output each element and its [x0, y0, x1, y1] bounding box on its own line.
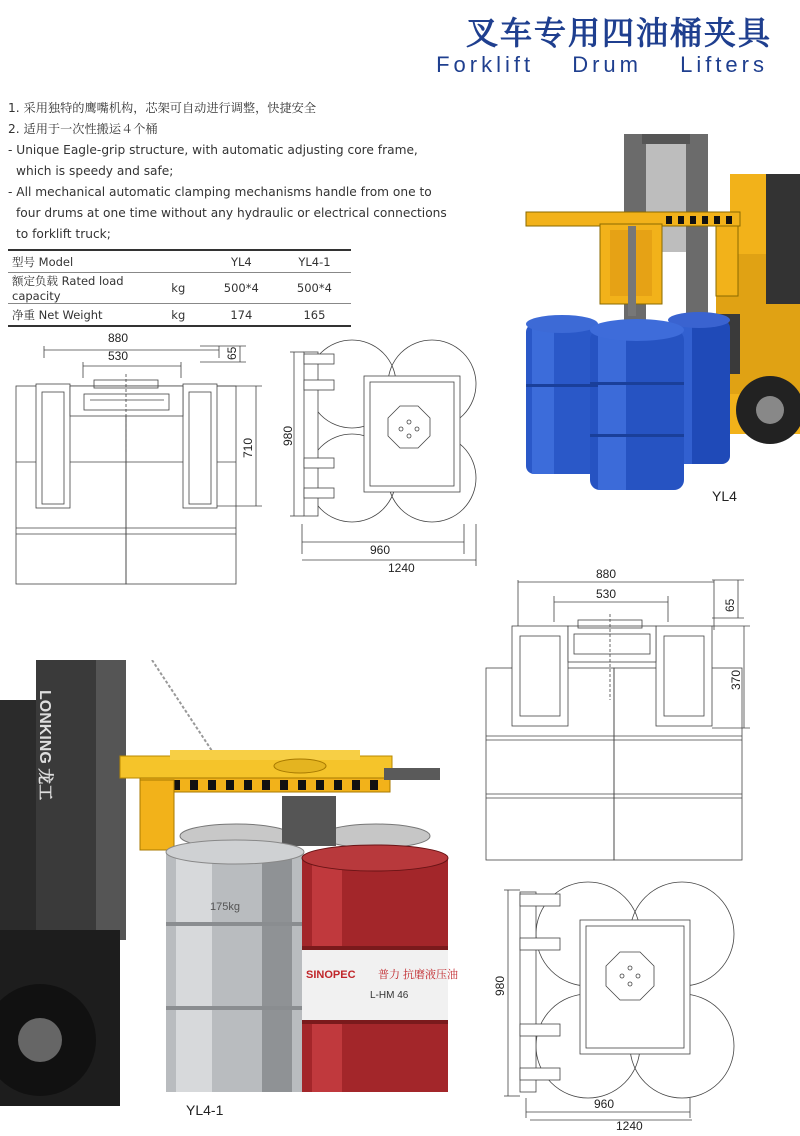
- yl4-caption: YL4: [712, 488, 737, 504]
- dim-980: 980: [493, 975, 507, 996]
- spec-cell: 500*4: [205, 273, 278, 304]
- dim-980: 980: [281, 425, 295, 446]
- yl4-top-drawing: [280, 328, 480, 573]
- dim-530: 530: [596, 587, 617, 601]
- yl4-photo: [520, 134, 800, 494]
- feature-list: [8, 98, 447, 245]
- drum-label-brand: SINOPEC: [306, 969, 356, 981]
- feature-line-7: to forklift truck;: [16, 227, 111, 241]
- feature-line-2: 2. 适用于一次性搬运４个桶: [8, 122, 158, 136]
- spec-table: [8, 249, 351, 327]
- yl41-top-drawing: [486, 880, 756, 1130]
- feature-line-5: - All mechanical automatic clamping mechanisms handle from one to: [8, 185, 432, 199]
- dim-370: 370: [729, 669, 743, 690]
- spec-header-model: 型号 Model: [8, 250, 152, 273]
- feature-line-6: four drums at one time without any hydraulic or electrical connections: [16, 206, 447, 220]
- drum-label-cn: 普力 抗磨液压油: [378, 969, 459, 981]
- spec-cell: 额定负载 Rated load capacity: [8, 273, 152, 304]
- dim-65: 65: [723, 598, 737, 612]
- yl41-photo: [0, 660, 460, 1106]
- dim-960: 960: [370, 543, 391, 557]
- spec-cell: 165: [278, 304, 351, 327]
- spec-header-unit: [152, 250, 205, 273]
- feature-line-4: which is speedy and safe;: [16, 164, 174, 178]
- dim-880: 880: [596, 567, 617, 581]
- silver-drum-text: 175kg: [210, 901, 240, 913]
- dim-1240: 1240: [388, 561, 415, 573]
- dim-1240: 1240: [616, 1119, 643, 1130]
- drum-label-grade: L-HM 46: [370, 990, 409, 1001]
- dim-65: 65: [225, 346, 239, 360]
- spec-header-yl41: YL4-1: [278, 250, 351, 273]
- spec-header-yl4: YL4: [205, 250, 278, 273]
- spec-header-row: [8, 250, 351, 273]
- yl4-front-drawing: [0, 322, 280, 592]
- spec-cell: 500*4: [278, 273, 351, 304]
- spec-cell: kg: [152, 304, 205, 327]
- dim-880: 880: [108, 331, 129, 345]
- page-title-chinese: 叉车专用四油桶夹具: [465, 14, 772, 52]
- dim-960: 960: [594, 1097, 615, 1111]
- page-title-english: Forklift Drum Lifters: [436, 52, 768, 77]
- spec-cell: 174: [205, 304, 278, 327]
- yl41-front-drawing: [482, 560, 772, 865]
- yl41-caption: YL4-1: [186, 1102, 224, 1118]
- spec-cell: 净重 Net Weight: [8, 304, 152, 327]
- dim-710: 710: [241, 437, 255, 458]
- mast-brand: LONKING 龙工: [36, 690, 53, 801]
- spec-row-load: [8, 273, 351, 304]
- dim-530: 530: [108, 349, 129, 363]
- feature-line-3: - Unique Eagle-grip structure, with automatic adjusting core frame,: [8, 143, 418, 157]
- spec-cell: kg: [152, 273, 205, 304]
- feature-line-1: 1. 采用独特的鹰嘴机构，芯架可自动进行调整，快捷安全: [8, 101, 317, 115]
